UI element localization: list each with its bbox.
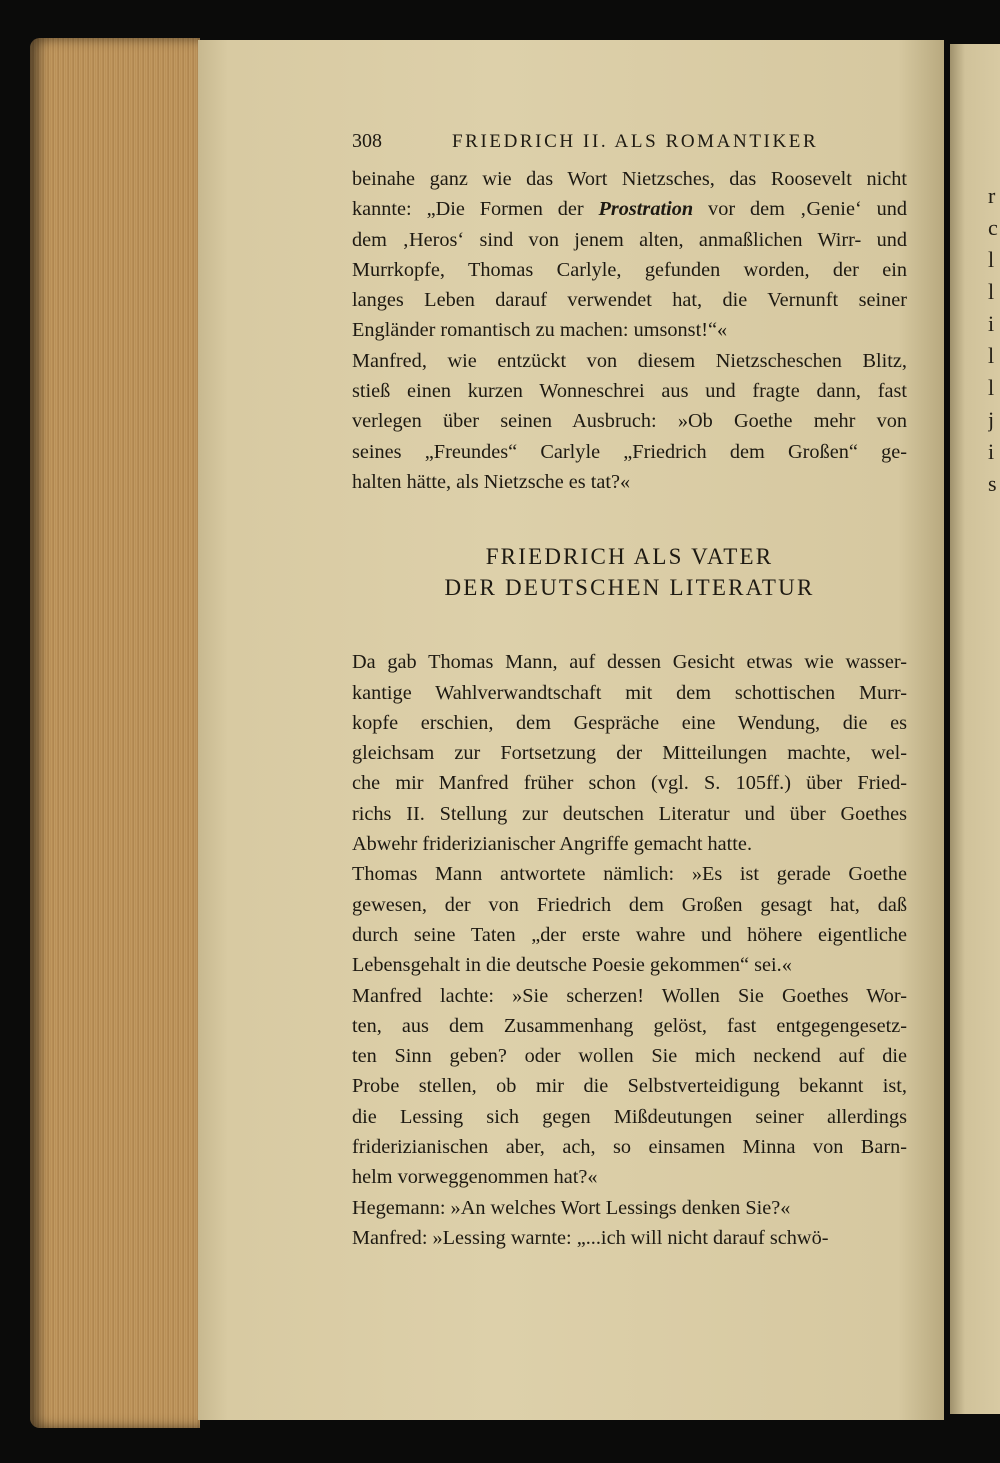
text-line: langes Leben darauf verwendet hat, die Vernunft seiner (352, 289, 907, 312)
facing-letter: i (988, 439, 995, 464)
text-line: Probe stellen, ob mir die Selbstverteidigung bekannt ist, (352, 1075, 907, 1098)
page-text (352, 130, 907, 1253)
text-line: die Lessing sich gegen Mißdeutungen seiner allerdings (352, 1105, 907, 1128)
text-line: stieß einen kurzen Wonneschrei aus und fragte dann, fast (352, 380, 907, 403)
text-line: Manfred: »Lessing warnte: „...ich will nicht darauf schwö- (352, 1226, 829, 1249)
text-line: helm vorweggenommen hat?« (352, 1166, 598, 1189)
text-line: seines „Freundes“ Carlyle „Friedrich dem Großen“ ge- (352, 440, 907, 463)
text-line: durch seine Taten „der erste wahre und höhere eigentliche (352, 923, 907, 946)
text-line: kannte: „Die Formen der Prostration vor dem ‚Genie‘ und (352, 198, 907, 221)
running-title: FRIEDRICH II. ALS ROMANTIKER (452, 131, 819, 152)
facing-letter: l (988, 279, 995, 304)
text-line: friderizianischen aber, ach, so einsamen Minna von Barn- (352, 1136, 907, 1159)
paragraph-goethe-lessing (352, 647, 907, 1253)
facing-letter: l (988, 375, 995, 400)
section-heading-line-1: FRIEDRICH ALS VATER (485, 544, 774, 570)
page-number: 308 (352, 130, 382, 152)
facing-page-text-fragments (988, 180, 1000, 500)
text-line: beinahe ganz wie das Wort Nietzsches, das Roosevelt nicht (352, 168, 907, 190)
facing-letter: i (988, 311, 995, 336)
text-line: kopfe erschien, dem Gespräche eine Wendung, die es (352, 711, 907, 734)
facing-letter: l (988, 343, 995, 368)
text-line: halten hätte, als Nietzsche es tat?« (352, 470, 631, 493)
facing-letter: c (988, 215, 998, 240)
text-line: Thomas Mann antwortete nämlich: »Es ist gerade Goethe (352, 863, 907, 886)
running-head (352, 130, 907, 164)
text-line: che mir Manfred früher schon (vgl. S. 105ff.) über Fried- (352, 772, 907, 795)
facing-letter: r (988, 183, 996, 208)
text-line: Manfred lachte: »Sie scherzen! Wollen Sie Goethes Wor- (352, 984, 907, 1007)
text-line: Lebensgehalt in die deutsche Poesie gekommen“ sei.« (352, 954, 792, 977)
text-line: ten, aus dem Zusammenhang gelöst, fast entgegengesetz- (352, 1014, 907, 1037)
text-line: Abwehr friderizianischer Angriffe gemacht hatte. (352, 833, 753, 856)
text-line: Murrkopfe, Thomas Carlyle, gefunden worden, der ein (352, 258, 907, 281)
facing-letter: j (988, 407, 995, 432)
text-line: Engländer romantisch zu machen: umsonst!“« (352, 319, 728, 342)
text-line: ten Sinn geben? oder wollen Sie mich neckend auf die (352, 1045, 907, 1068)
facing-letter: s (988, 471, 997, 496)
text-line: gewesen, der von Friedrich dem Großen gesagt hat, daß (352, 893, 907, 916)
facing-letter: l (988, 247, 995, 272)
section-heading-line-2: DER DEUTSCHEN LITERATUR (444, 575, 815, 601)
section-heading (352, 541, 907, 603)
text-line: dem ‚Heros‘ sind von jenem alten, anmaßlichen Wirr- und (352, 228, 907, 251)
text-line: gleichsam zur Fortsetzung der Mitteilungen machte, wel- (352, 742, 907, 765)
book-page-edges (30, 38, 200, 1428)
text-line: richs II. Stellung zur deutschen Literatur und über Goethes (352, 802, 907, 825)
text-line: Manfred, wie entzückt von diesem Nietzscheschen Blitz, (352, 349, 907, 372)
text-line: kantige Wahlverwandtschaft mit dem schottischen Murr- (352, 681, 907, 704)
text-line: Hegemann: »An welches Wort Lessings denken Sie?« (352, 1196, 791, 1219)
text-line: Da gab Thomas Mann, auf dessen Gesicht etwas wie wasser- (352, 651, 907, 674)
text-line: verlegen über seinen Ausbruch: »Ob Goethe mehr von (352, 410, 907, 433)
paragraph-nietzsche-quote (352, 164, 907, 497)
